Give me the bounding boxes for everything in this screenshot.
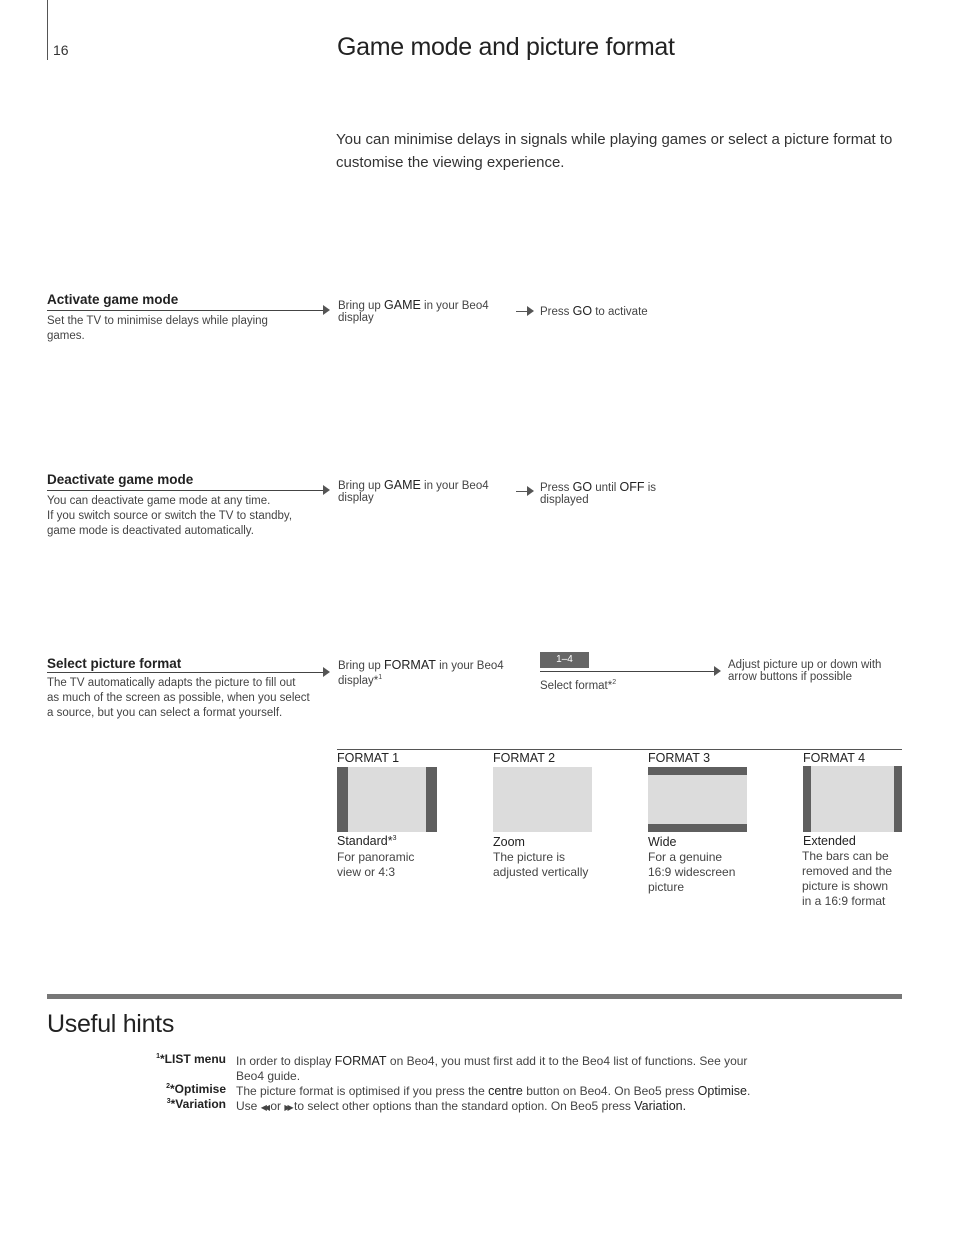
- rewind-icon: ◀◀: [260, 1103, 267, 1112]
- arrow-icon: [323, 305, 330, 315]
- page-title: Game mode and picture format: [337, 33, 675, 61]
- arrow-icon: [714, 666, 721, 676]
- format-4-desc: The bars can be removed and the picture is shown in a 16:9 format: [802, 849, 893, 908]
- format-1-name: Standard*$^3$: [337, 834, 397, 848]
- activate-desc: Set the TV to minimise delays while playing games.: [47, 315, 268, 342]
- letterbox-bar-top: [648, 767, 747, 775]
- activate-title: Activate game mode: [47, 292, 179, 307]
- hint-3-label: $^3$*Variation: [166, 1097, 226, 1111]
- format-3-illustration: [648, 767, 747, 832]
- format-1-desc: For panoramic view or 4:3: [337, 850, 415, 879]
- letterbox-bar-bottom: [648, 824, 747, 832]
- format-1-illustration: [337, 767, 437, 832]
- format-4-name: Extended: [803, 834, 856, 848]
- select-step3: Adjust picture up or down with arrow buttons if possible: [728, 659, 882, 683]
- format-4-heading: FORMAT 4: [803, 751, 866, 765]
- side-bar-right: [894, 766, 902, 832]
- side-bar-right: [426, 767, 437, 832]
- hint-1-text: In order to display FORMAT on Beo4, you must first add it to the Beo4 list of functions. See your Beo4 guide.: [236, 1054, 748, 1083]
- header-rule: [47, 0, 48, 60]
- hint-2-label: $^2$*Optimise: [166, 1082, 226, 1096]
- formats-rule: [337, 749, 902, 750]
- hint-1-label: $^1$*LIST menu: [156, 1052, 226, 1066]
- arrow-icon: [323, 667, 330, 677]
- format-3-desc: For a genuine 16:9 widescreen picture: [648, 850, 736, 894]
- format-2-heading: FORMAT 2: [493, 751, 556, 765]
- arrow-icon: [527, 486, 534, 496]
- select-step2-rule: [540, 671, 715, 672]
- select-step2: Select format*$^2$: [540, 679, 617, 692]
- activate-step2: Press GO to activate: [540, 304, 648, 318]
- format-4-illustration: [803, 766, 902, 832]
- side-bar-left: [337, 767, 348, 832]
- deactivate-step1: Bring up GAME in your Beo4 display: [338, 478, 489, 504]
- arrow-icon: [323, 485, 330, 495]
- select-step1: Bring up FORMAT in your Beo4 display*$^1$: [338, 658, 504, 687]
- activate-step1: Bring up GAME in your Beo4 display: [338, 298, 489, 324]
- format-3-heading: FORMAT 3: [648, 751, 711, 765]
- format-1-heading: FORMAT 1: [337, 751, 400, 765]
- page-number: 16: [53, 42, 69, 58]
- deactivate-rule: [47, 490, 323, 491]
- format-2-name: Zoom: [493, 835, 525, 849]
- arrow-icon: [527, 306, 534, 316]
- format-2-desc: The picture is adjusted vertically: [493, 850, 589, 879]
- hints-rule: [47, 994, 902, 999]
- hint-2-text: The picture format is optimised if you press the centre button on Beo4. On Beo5 press Optimise.: [236, 1084, 751, 1098]
- deactivate-title: Deactivate game mode: [47, 472, 194, 487]
- intro-text: You can minimise delays in signals while playing games or select a picture format to customise the viewing experience.: [336, 131, 893, 171]
- activate-rule: [47, 310, 323, 311]
- fast-forward-icon: ▶▶: [284, 1103, 291, 1112]
- hints-title: Useful hints: [47, 1010, 175, 1038]
- format-3-name: Wide: [648, 835, 677, 849]
- select-desc: The TV automatically adapts the picture to fill out as much of the screen as possible, when you select a source, but you can select a format yourself.: [47, 677, 310, 719]
- format-2-illustration: [493, 767, 592, 832]
- select-title: Select picture format: [47, 656, 182, 671]
- deactivate-desc: You can deactivate game mode at any time. If you switch source or switch the TV to standby, game mode is deactivated automatically.: [47, 495, 293, 537]
- select-rule: [47, 672, 323, 673]
- side-bar-left: [803, 766, 811, 832]
- hint-3-text: Use ◀◀ or ▶▶ to select other options than the standard option. On Beo5 press Variation.: [236, 1099, 687, 1113]
- deactivate-step2: Press GO until OFF is displayed: [540, 480, 657, 506]
- key-1-4-button: 1–4: [540, 652, 589, 668]
